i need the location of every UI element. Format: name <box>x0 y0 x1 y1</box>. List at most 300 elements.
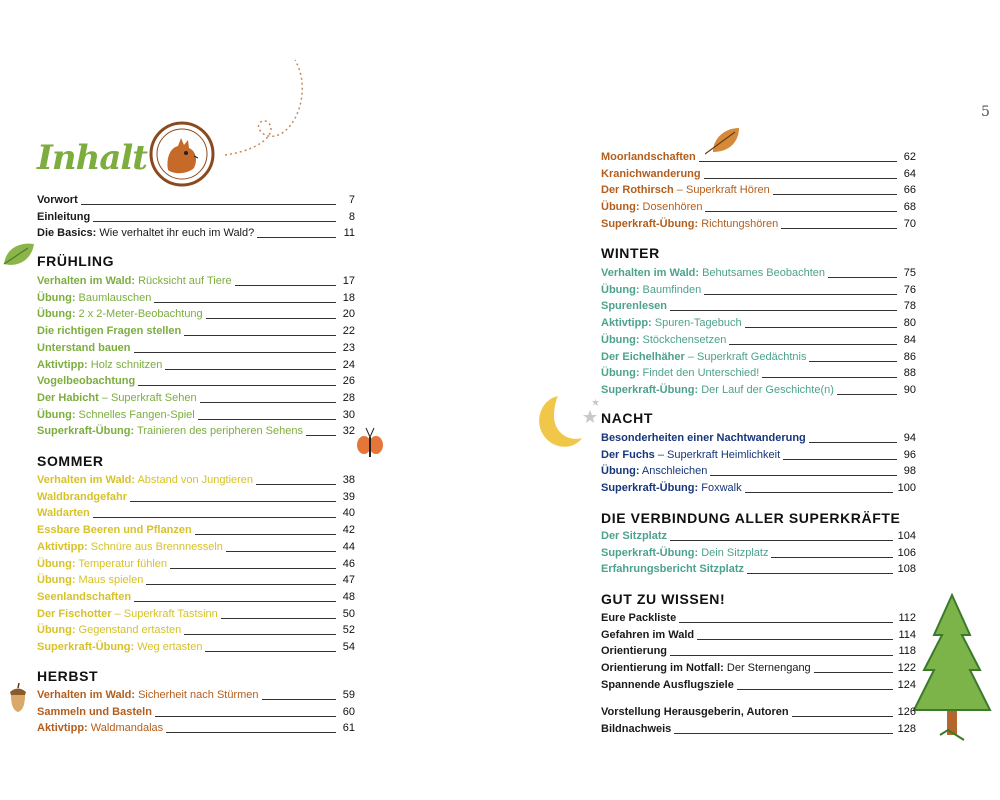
toc-entry-label <box>601 723 671 736</box>
toc-entry-bold: Bildnachweis <box>601 722 672 735</box>
leader-line <box>792 716 893 717</box>
toc-page-number: 22 <box>342 325 355 338</box>
leader-line <box>221 618 336 619</box>
toc-entry-label <box>601 645 667 658</box>
toc-entry-bold: Übung: <box>601 283 640 296</box>
toc-entry[interactable] <box>601 264 916 280</box>
leader-line <box>226 551 336 552</box>
toc-page-number: 75 <box>903 267 916 279</box>
leader-line <box>745 492 893 493</box>
toc-entry[interactable] <box>37 571 355 587</box>
leader-line <box>837 394 897 395</box>
toc-entry[interactable] <box>601 659 916 675</box>
toc-page-number: 68 <box>903 201 916 214</box>
toc-entry[interactable] <box>37 555 355 571</box>
toc-entry-label <box>37 325 181 338</box>
toc-entry[interactable] <box>37 588 355 604</box>
toc-page-number: 47 <box>342 574 355 587</box>
toc-entry-label <box>601 530 667 543</box>
toc-entry[interactable] <box>601 462 916 478</box>
toc-page-number: 40 <box>342 507 355 520</box>
leader-line <box>93 517 336 518</box>
toc-entry[interactable] <box>37 638 355 654</box>
toc-entry-bold: Sammeln und Basteln <box>37 705 152 718</box>
leader-line <box>138 385 336 386</box>
toc-entry-bold: Aktivtipp: <box>37 540 88 553</box>
toc-entry-bold: Übung: <box>37 291 76 304</box>
toc-page-number: 114 <box>898 628 916 641</box>
leader-line <box>155 716 336 717</box>
toc-entry[interactable] <box>37 521 355 537</box>
butterfly-icon <box>355 425 385 467</box>
toc-entry[interactable] <box>601 148 916 164</box>
toc-entry-bold: Vogelbeobachtung <box>37 375 136 388</box>
toc-entry-bold: Spurenlesen <box>601 300 668 313</box>
toc-entry-label <box>37 608 218 621</box>
leader-line <box>737 689 893 690</box>
toc-page-number: 60 <box>342 705 355 718</box>
pine-tree-icon <box>910 590 994 750</box>
toc-entry-bold: Aktivtipp: <box>37 358 88 371</box>
toc-entry-label <box>601 300 667 313</box>
toc-entry-label <box>37 342 131 355</box>
toc-entry-label <box>37 375 135 388</box>
toc-entry[interactable] <box>37 605 355 621</box>
toc-entry-label <box>37 474 253 487</box>
leader-line <box>134 601 336 602</box>
leader-line <box>198 419 336 420</box>
toc-entry[interactable] <box>37 621 355 637</box>
toc-page-number: 128 <box>897 722 916 735</box>
toc-entry[interactable] <box>37 191 355 207</box>
toc-entry[interactable] <box>37 538 355 554</box>
leader-line <box>206 318 336 319</box>
toc-entry-text: Stöckchensetzen <box>639 333 727 346</box>
toc-entry-text: – Superkraft Tastsinn <box>111 607 218 620</box>
toc-page-number: 112 <box>898 612 916 624</box>
section-heading-gut-zu-wissen: GUT ZU WISSEN! <box>601 591 726 607</box>
leader-line <box>828 277 897 278</box>
toc-page-number: 64 <box>903 167 916 180</box>
toc-entry-label <box>601 267 825 280</box>
toc-entry-label <box>601 201 702 214</box>
toc-page-number: 24 <box>342 358 355 371</box>
toc-entry[interactable] <box>601 314 916 330</box>
toc-entry[interactable] <box>37 471 355 487</box>
leader-line <box>814 672 893 673</box>
leader-line <box>773 194 897 195</box>
toc-entry-label <box>37 308 203 321</box>
toc-entry[interactable] <box>601 181 916 197</box>
toc-entry[interactable] <box>601 626 916 642</box>
leader-line <box>745 327 897 328</box>
toc-entry[interactable] <box>37 305 355 321</box>
toc-entry-label <box>601 612 676 625</box>
toc-entry-bold: Superkraft-Übung: <box>601 546 699 559</box>
toc-entry-bold: Superkraft-Übung: <box>601 217 699 230</box>
leader-line <box>200 402 336 403</box>
toc-entry[interactable] <box>601 331 916 347</box>
toc-page-number: 90 <box>903 383 916 396</box>
toc-entry-label <box>37 574 143 587</box>
toc-entry[interactable] <box>601 544 916 560</box>
toc-page-number: 124 <box>897 678 916 691</box>
toc-entry-text: Sicherheit nach Stürmen <box>135 689 259 701</box>
toc-entry-label <box>601 367 759 380</box>
leader-line <box>166 732 336 733</box>
section-heading-sommer: SOMMER <box>37 453 104 469</box>
toc-entry[interactable] <box>601 642 916 658</box>
toc-entry-label <box>37 722 163 735</box>
toc-entry-bold: Verhalten im Wald: <box>37 689 136 701</box>
toc-entry[interactable] <box>37 488 355 504</box>
leader-line <box>257 237 336 238</box>
leader-line <box>762 377 897 378</box>
toc-entry-label <box>601 547 768 560</box>
toc-entry-text: – Superkraft Sehen <box>98 391 197 404</box>
leader-line <box>165 369 336 370</box>
leader-line <box>262 699 336 700</box>
toc-entry-label <box>37 624 181 637</box>
toc-entry-bold: Orientierung <box>601 645 668 658</box>
toc-page-number: 20 <box>342 308 355 321</box>
toc-entry-bold: Übung: <box>37 574 76 587</box>
toc-entry-bold: Eure Packliste <box>601 612 677 624</box>
toc-entry-bold: Der Fuchs <box>601 448 655 461</box>
toc-entry-label <box>601 662 811 675</box>
toc-page-number: 7 <box>348 194 355 206</box>
toc-page-number: 122 <box>897 662 916 675</box>
toc-page-number: 106 <box>897 546 916 559</box>
leader-line <box>93 221 336 222</box>
toc-entry[interactable] <box>601 479 916 495</box>
toc-page-number: 59 <box>342 689 355 701</box>
toc-entry[interactable] <box>601 676 916 692</box>
toc-entry-label <box>601 351 806 364</box>
toc-page-number: 28 <box>342 391 355 404</box>
toc-entry[interactable] <box>37 272 355 288</box>
leader-line <box>205 651 336 652</box>
toc-entry-bold: Verhalten im Wald: <box>601 267 700 279</box>
toc-entry-bold: Verhalten im Wald: <box>37 474 136 486</box>
toc-entry[interactable] <box>601 703 916 719</box>
toc-page-number: 118 <box>898 645 916 658</box>
toc-entry-bold: Unterstand bauen <box>37 341 131 354</box>
leader-line <box>679 622 893 623</box>
toc-entry[interactable] <box>601 348 916 364</box>
toc-entry-text: Rücksicht auf Tiere <box>135 275 232 287</box>
toc-entry-bold: Einleitung <box>37 210 91 223</box>
toc-entry-label <box>37 706 152 719</box>
toc-entry-text: Findet den Unterschied! <box>639 367 760 380</box>
toc-entry[interactable] <box>601 609 916 625</box>
toc-entry[interactable] <box>601 198 916 214</box>
toc-entry-bold: Übung: <box>601 465 640 478</box>
leader-line <box>699 161 897 162</box>
toc-entry-label <box>601 482 742 495</box>
toc-entry-bold: Übung: <box>37 308 76 321</box>
toc-entry-label <box>601 218 778 231</box>
toc-entry[interactable] <box>37 339 355 355</box>
toc-page-number: 18 <box>342 291 355 304</box>
toc-entry[interactable] <box>601 215 916 231</box>
leader-line <box>670 655 893 656</box>
toc-entry[interactable] <box>37 703 355 719</box>
toc-entry-bold: Essbare Beeren und Pflanzen <box>37 524 192 537</box>
toc-entry-bold: Besonderheiten einer Nachtwanderung <box>601 432 806 444</box>
toc-page-number: 46 <box>342 557 355 570</box>
toc-entry-label <box>37 275 232 288</box>
toc-page-number: 104 <box>897 530 916 542</box>
toc-entry-text: Temperatur fühlen <box>75 557 168 570</box>
leader-line <box>710 475 897 476</box>
section-heading-nacht: NACHT <box>601 410 653 426</box>
leader-line <box>674 733 892 734</box>
toc-entry-bold: Verhalten im Wald: <box>37 275 136 287</box>
toc-entry-label <box>37 491 127 504</box>
toc-entry-label <box>37 641 202 654</box>
toc-entry-label <box>601 334 726 347</box>
toc-entry-text: – Superkraft Heimlichkeit <box>654 448 781 461</box>
toc-entry-text: Baumfinden <box>639 283 702 296</box>
toc-page-number: 66 <box>903 184 916 197</box>
leader-line <box>809 442 897 443</box>
toc-entry-text: Gegenstand ertasten <box>75 624 182 637</box>
toc-entry-label <box>601 284 701 297</box>
toc-entry[interactable] <box>601 560 916 576</box>
leader-line <box>747 573 893 574</box>
toc-page-number: 42 <box>342 524 355 537</box>
toc-page-number: 50 <box>342 607 355 620</box>
leader-line <box>781 228 897 229</box>
toc-entry-text: Trainieren des peripheren Sehens <box>134 425 303 438</box>
toc-entry-bold: Übung: <box>601 333 640 346</box>
toc-page-number: 96 <box>903 448 916 461</box>
toc-entry-bold: Aktivtipp: <box>37 722 88 735</box>
section-heading-fruehling: FRÜHLING <box>37 253 115 269</box>
toc-entry-bold: Vorstellung Herausgeberin, Autoren <box>601 706 789 718</box>
toc-entry-bold: Erfahrungsbericht Sitzplatz <box>601 563 745 576</box>
toc-entry-label <box>601 317 742 330</box>
toc-page-number: 23 <box>342 341 355 354</box>
toc-entry-label <box>601 384 834 397</box>
toc-page-number: 86 <box>903 350 916 363</box>
toc-page-number: 94 <box>903 432 916 444</box>
leader-line <box>705 211 897 212</box>
leader-line <box>670 310 897 311</box>
leader-line <box>134 352 336 353</box>
toc-entry-bold: Die Basics: <box>37 227 97 240</box>
toc-entry-label <box>37 524 192 537</box>
toc-entry[interactable] <box>37 422 355 438</box>
toc-entry-label <box>37 392 197 405</box>
toc-page-number: 62 <box>903 151 916 163</box>
section-heading-herbst: HERBST <box>37 668 99 684</box>
toc-page-number: 38 <box>342 474 355 486</box>
toc-entry-bold: Orientierung im Notfall: <box>601 662 724 675</box>
toc-entry-label <box>601 629 694 642</box>
toc-entry-bold: Superkraft-Übung: <box>37 425 135 438</box>
toc-page-number: 80 <box>903 317 916 330</box>
toc-entry[interactable] <box>601 281 916 297</box>
toc-entry-label <box>37 292 151 305</box>
toc-entry-label <box>601 679 734 692</box>
toc-entry-bold: Übung: <box>37 624 76 637</box>
toc-entry-text: Abstand von Jungtieren <box>135 474 254 486</box>
toc-entry-label <box>601 168 701 181</box>
toc-entry-label <box>601 563 744 576</box>
toc-entry-text: Der Sternengang <box>723 662 811 675</box>
toc-entry-label <box>37 409 195 422</box>
toc-entry-bold: Der Habicht <box>37 391 99 404</box>
toc-page-number: 8 <box>348 210 355 223</box>
toc-entry[interactable] <box>601 446 916 462</box>
toc-entry[interactable] <box>37 389 355 405</box>
toc-entry-label <box>601 432 806 445</box>
toc-page-number: 39 <box>342 490 355 503</box>
toc-entry-bold: Superkraft-Übung: <box>601 482 699 495</box>
toc-page-number: 126 <box>897 706 916 718</box>
toc-entry-text: Holz schnitzen <box>87 358 163 371</box>
toc-entry-text: Dein Sitzplatz <box>698 546 769 559</box>
toc-entry[interactable] <box>601 381 916 397</box>
toc-page-number: 48 <box>342 590 355 603</box>
toc-entry-text: Dosenhören <box>639 201 703 214</box>
toc-entry-label <box>37 591 131 604</box>
toc-entry-label <box>601 151 696 164</box>
toc-entry-label <box>37 689 259 702</box>
toc-entry-text: – Superkraft Gedächtnis <box>684 350 807 363</box>
toc-entry-text: Schnelles Fangen-Spiel <box>75 408 195 421</box>
toc-entry[interactable] <box>601 364 916 380</box>
leader-line <box>783 459 897 460</box>
toc-entry[interactable] <box>37 719 355 735</box>
toc-entry[interactable] <box>601 165 916 181</box>
squirrel-badge-icon <box>148 120 216 188</box>
leader-line <box>670 540 893 541</box>
toc-entry-label <box>37 507 90 520</box>
toc-entry[interactable] <box>37 208 355 224</box>
toc-entry-label <box>37 227 254 240</box>
leader-line <box>195 534 336 535</box>
toc-entry-bold: Waldarten <box>37 507 90 520</box>
toc-entry[interactable] <box>37 289 355 305</box>
toc-entry[interactable] <box>37 504 355 520</box>
toc-entry-label <box>37 359 162 372</box>
toc-page-number: 88 <box>903 367 916 380</box>
leader-line <box>704 294 897 295</box>
toc-page-number: 76 <box>903 283 916 296</box>
toc-entry-label <box>37 194 78 207</box>
toc-page-number: 100 <box>897 482 916 495</box>
dotted-swirl-icon <box>220 55 320 165</box>
leader-line <box>81 204 336 205</box>
toc-page-number: 70 <box>903 217 916 230</box>
leader-line <box>256 484 336 485</box>
toc-entry-label <box>601 706 789 719</box>
leader-line <box>697 639 893 640</box>
toc-entry-text: 2 x 2-Meter-Beobachtung <box>75 308 203 321</box>
leader-line <box>170 568 336 569</box>
toc-entry[interactable] <box>37 356 355 372</box>
toc-page-number: 54 <box>342 641 355 653</box>
toc-entry[interactable] <box>601 527 916 543</box>
leader-line <box>809 361 897 362</box>
toc-entry[interactable] <box>37 406 355 422</box>
page-number: 5 <box>981 104 990 120</box>
toc-entry-text: Baumlauschen <box>75 291 152 304</box>
toc-entry-label <box>37 425 303 438</box>
toc-entry-label <box>601 465 707 478</box>
toc-entry-text: Richtungshören <box>698 217 779 230</box>
toc-entry[interactable] <box>37 372 355 388</box>
moon-icon <box>532 392 604 456</box>
toc-entry-bold: Der Rothirsch <box>601 184 674 197</box>
leader-line <box>704 178 897 179</box>
toc-entry-bold: Waldbrandgefahr <box>37 490 128 503</box>
toc-entry[interactable] <box>601 297 916 313</box>
toc-entry-bold: Kranichwanderung <box>601 167 701 180</box>
toc-page-number: 11 <box>343 227 355 240</box>
toc-entry-bold: Der Sitzplatz <box>601 530 668 542</box>
toc-page-number: 44 <box>342 540 355 553</box>
toc-entry-label <box>601 184 770 197</box>
toc-page-number: 32 <box>342 425 355 438</box>
leader-line <box>146 584 336 585</box>
toc-entry-bold: Der Eichelhäher <box>601 350 685 363</box>
toc-entry-bold: Spannende Ausflugsziele <box>601 678 734 691</box>
section-heading-verbindung: DIE VERBINDUNG ALLER SUPERKRÄFTE <box>601 510 901 526</box>
toc-entry-bold: Übung: <box>601 367 640 380</box>
toc-entry-bold: Übung: <box>601 201 640 214</box>
toc-entry-bold: Moorlandschaften <box>601 151 696 163</box>
toc-page-number: 61 <box>342 722 355 735</box>
toc-entry[interactable] <box>37 224 355 240</box>
toc-entry-bold: Seenlandschaften <box>37 590 132 603</box>
toc-entry-bold: Superkraft-Übung: <box>601 383 699 396</box>
toc-entry-bold: Aktivtipp: <box>601 317 652 330</box>
toc-entry[interactable] <box>37 686 355 702</box>
toc-entry[interactable] <box>601 429 916 445</box>
toc-entry-text: Waldmandalas <box>87 722 164 735</box>
toc-entry-label <box>37 558 167 571</box>
toc-page-number: 78 <box>903 300 916 313</box>
toc-entry-bold: Vorwort <box>37 194 78 206</box>
toc-entry-text: Weg ertasten <box>134 641 203 653</box>
toc-entry-text: Anschleichen <box>639 465 708 478</box>
toc-entry[interactable] <box>601 720 916 736</box>
leader-line <box>235 285 336 286</box>
toc-entry-bold: Die richtigen Fragen stellen <box>37 325 182 338</box>
toc-entry-text: Spuren-Tagebuch <box>651 317 742 330</box>
toc-entry-bold: Der Fischotter <box>37 607 112 620</box>
toc-entry-text: Wie verhaltet ihr euch im Wald? <box>96 227 255 240</box>
toc-page-number: 84 <box>903 333 916 346</box>
toc-page-number: 17 <box>342 275 355 287</box>
toc-entry-bold: Gefahren im Wald <box>601 628 695 641</box>
leader-line <box>306 435 336 436</box>
toc-entry-label <box>37 211 90 224</box>
toc-entry-bold: Übung: <box>37 408 76 421</box>
section-heading-winter: WINTER <box>601 245 660 261</box>
toc-entry-text: – Superkraft Hören <box>673 184 770 197</box>
leader-line <box>154 302 336 303</box>
toc-entry[interactable] <box>37 322 355 338</box>
toc-entry-label <box>601 449 780 462</box>
toc-entry-bold: Superkraft-Übung: <box>37 641 135 653</box>
leader-line <box>771 557 892 558</box>
page-title: Inhalt <box>37 138 147 178</box>
